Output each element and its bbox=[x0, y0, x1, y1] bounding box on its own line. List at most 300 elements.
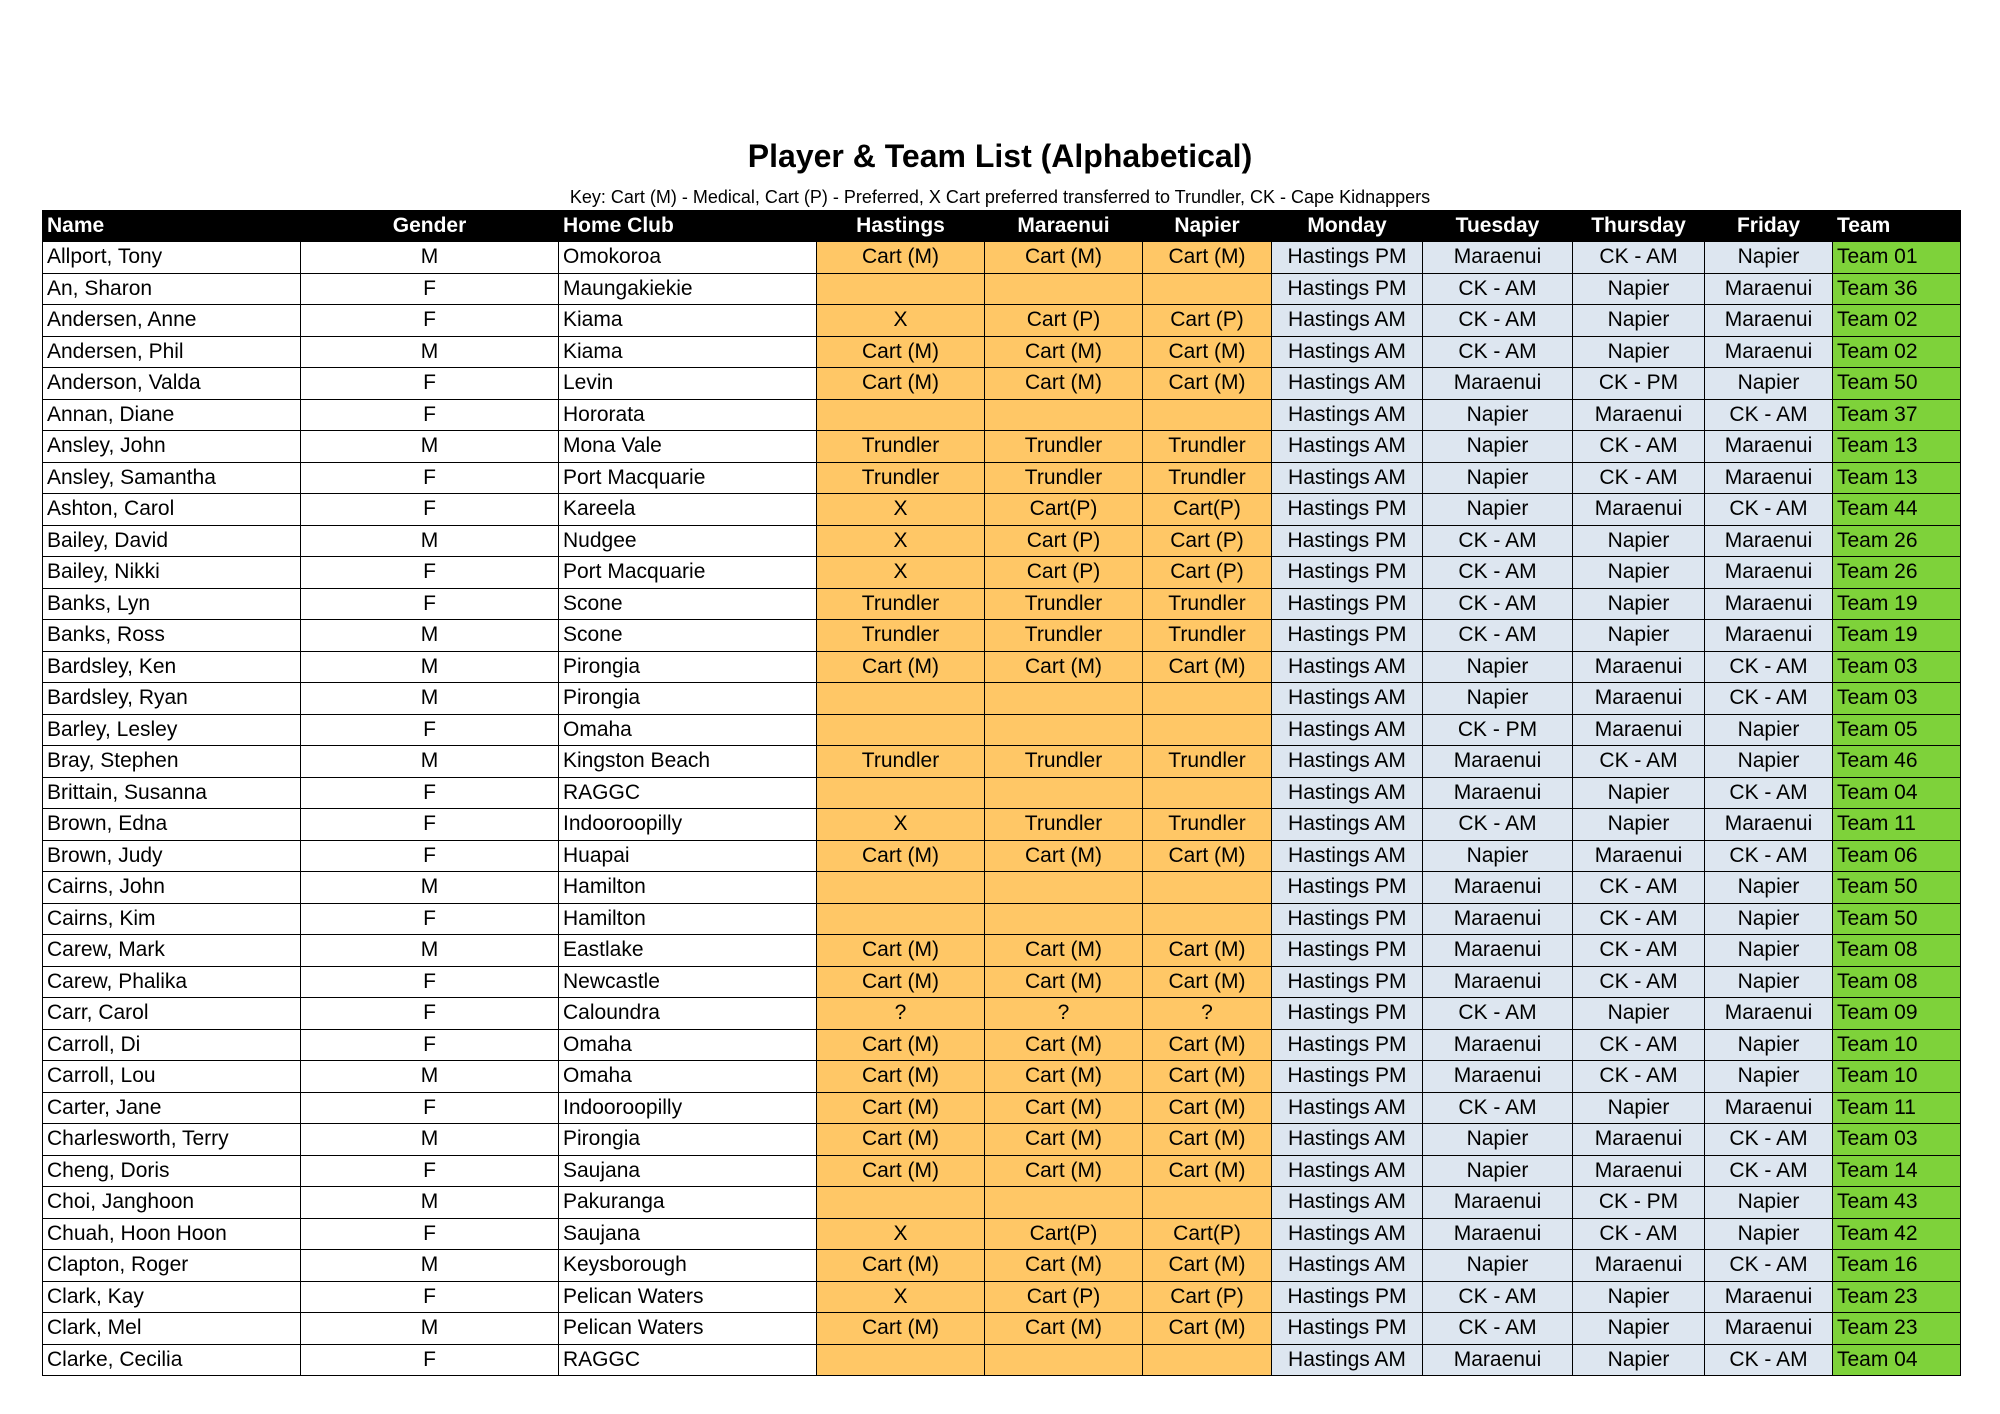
cell-monday: Hastings PM bbox=[1272, 998, 1423, 1030]
cell-monday: Hastings PM bbox=[1272, 872, 1423, 904]
cell-tuesday: Maraenui bbox=[1423, 746, 1573, 778]
cell-friday: CK - AM bbox=[1705, 1344, 1833, 1376]
table-row bbox=[43, 840, 1961, 872]
cell-name: An, Sharon bbox=[43, 273, 301, 305]
cell-home-club: Hororata bbox=[559, 399, 817, 431]
cell-friday: Napier bbox=[1705, 242, 1833, 274]
cell-monday: Hastings AM bbox=[1272, 368, 1423, 400]
cell-friday: Napier bbox=[1705, 368, 1833, 400]
cell-maraenui bbox=[985, 1344, 1143, 1376]
cell-napier bbox=[1143, 683, 1272, 715]
cell-team: Team 50 bbox=[1833, 903, 1961, 935]
cell-napier: Cart (M) bbox=[1143, 651, 1272, 683]
table-row bbox=[43, 494, 1961, 526]
cell-thursday: Maraenui bbox=[1573, 714, 1705, 746]
cell-thursday: Napier bbox=[1573, 588, 1705, 620]
cell-home-club: RAGGC bbox=[559, 777, 817, 809]
cell-maraenui: Cart (M) bbox=[985, 1155, 1143, 1187]
cell-gender: M bbox=[301, 872, 559, 904]
cell-friday: Napier bbox=[1705, 1029, 1833, 1061]
cell-tuesday: CK - AM bbox=[1423, 620, 1573, 652]
cell-home-club: Keysborough bbox=[559, 1250, 817, 1282]
cell-hastings bbox=[817, 777, 985, 809]
cell-home-club: Pirongia bbox=[559, 683, 817, 715]
cell-name: Charlesworth, Terry bbox=[43, 1124, 301, 1156]
column-header-maraenui: Maraenui bbox=[985, 210, 1143, 242]
column-header-team: Team bbox=[1833, 210, 1961, 242]
cell-thursday: Maraenui bbox=[1573, 651, 1705, 683]
table-row bbox=[43, 966, 1961, 998]
cell-name: Cheng, Doris bbox=[43, 1155, 301, 1187]
table-row bbox=[43, 620, 1961, 652]
player-team-table bbox=[42, 210, 1961, 1376]
cell-thursday: Napier bbox=[1573, 777, 1705, 809]
cell-thursday: CK - AM bbox=[1573, 746, 1705, 778]
table-row bbox=[43, 809, 1961, 841]
cell-maraenui: Cart (M) bbox=[985, 1250, 1143, 1282]
table-row bbox=[43, 998, 1961, 1030]
cell-monday: Hastings AM bbox=[1272, 1124, 1423, 1156]
cell-name: Banks, Lyn bbox=[43, 588, 301, 620]
cell-maraenui: Cart (M) bbox=[985, 840, 1143, 872]
cell-tuesday: Maraenui bbox=[1423, 777, 1573, 809]
cell-friday: Maraenui bbox=[1705, 525, 1833, 557]
cell-team: Team 11 bbox=[1833, 809, 1961, 841]
cell-napier: Cart (M) bbox=[1143, 1029, 1272, 1061]
table-row bbox=[43, 683, 1961, 715]
cell-name: Carr, Carol bbox=[43, 998, 301, 1030]
cell-name: Brown, Edna bbox=[43, 809, 301, 841]
cell-monday: Hastings AM bbox=[1272, 840, 1423, 872]
cell-monday: Hastings AM bbox=[1272, 683, 1423, 715]
cell-hastings bbox=[817, 1187, 985, 1219]
cell-thursday: Maraenui bbox=[1573, 1124, 1705, 1156]
cell-home-club: Port Macquarie bbox=[559, 462, 817, 494]
cell-home-club: Pakuranga bbox=[559, 1187, 817, 1219]
cell-hastings bbox=[817, 714, 985, 746]
cell-name: Carroll, Di bbox=[43, 1029, 301, 1061]
cell-team: Team 43 bbox=[1833, 1187, 1961, 1219]
cell-team: Team 46 bbox=[1833, 746, 1961, 778]
cell-thursday: Maraenui bbox=[1573, 683, 1705, 715]
table-row bbox=[43, 1313, 1961, 1345]
cell-maraenui: Cart (M) bbox=[985, 1313, 1143, 1345]
cell-napier: Cart (M) bbox=[1143, 1124, 1272, 1156]
table-row bbox=[43, 462, 1961, 494]
cell-name: Carew, Mark bbox=[43, 935, 301, 967]
cell-maraenui: Cart (P) bbox=[985, 557, 1143, 589]
column-header-gender: Gender bbox=[301, 210, 559, 242]
table-row bbox=[43, 305, 1961, 337]
cell-thursday: CK - AM bbox=[1573, 935, 1705, 967]
cell-gender: F bbox=[301, 966, 559, 998]
cell-home-club: Pelican Waters bbox=[559, 1313, 817, 1345]
cell-napier bbox=[1143, 714, 1272, 746]
cell-friday: CK - AM bbox=[1705, 840, 1833, 872]
cell-home-club: Kareela bbox=[559, 494, 817, 526]
cell-name: Brittain, Susanna bbox=[43, 777, 301, 809]
cell-tuesday: Napier bbox=[1423, 431, 1573, 463]
cell-hastings: X bbox=[817, 494, 985, 526]
cell-monday: Hastings AM bbox=[1272, 399, 1423, 431]
table-row bbox=[43, 935, 1961, 967]
cell-team: Team 04 bbox=[1833, 777, 1961, 809]
cell-home-club: Hamilton bbox=[559, 903, 817, 935]
table-row bbox=[43, 872, 1961, 904]
table-row bbox=[43, 1061, 1961, 1093]
cell-hastings: Cart (M) bbox=[817, 1250, 985, 1282]
table-header-row bbox=[43, 210, 1961, 242]
cell-napier: Cart (M) bbox=[1143, 935, 1272, 967]
cell-name: Anderson, Valda bbox=[43, 368, 301, 400]
cell-monday: Hastings PM bbox=[1272, 935, 1423, 967]
cell-home-club: Pelican Waters bbox=[559, 1281, 817, 1313]
cell-monday: Hastings PM bbox=[1272, 494, 1423, 526]
table-row bbox=[43, 1281, 1961, 1313]
cell-tuesday: Napier bbox=[1423, 1250, 1573, 1282]
cell-hastings: Cart (M) bbox=[817, 1155, 985, 1187]
cell-friday: Maraenui bbox=[1705, 336, 1833, 368]
cell-maraenui bbox=[985, 903, 1143, 935]
cell-tuesday: Maraenui bbox=[1423, 368, 1573, 400]
cell-napier: Cart (M) bbox=[1143, 1061, 1272, 1093]
cell-hastings: X bbox=[817, 525, 985, 557]
cell-home-club: Eastlake bbox=[559, 935, 817, 967]
cell-name: Bardsley, Ryan bbox=[43, 683, 301, 715]
cell-thursday: CK - AM bbox=[1573, 966, 1705, 998]
cell-tuesday: Maraenui bbox=[1423, 935, 1573, 967]
cell-gender: F bbox=[301, 1092, 559, 1124]
cell-napier bbox=[1143, 399, 1272, 431]
cell-home-club: Omaha bbox=[559, 1061, 817, 1093]
cell-thursday: CK - AM bbox=[1573, 903, 1705, 935]
cell-napier: Cart (P) bbox=[1143, 1281, 1272, 1313]
cell-napier bbox=[1143, 273, 1272, 305]
cell-friday: CK - AM bbox=[1705, 1250, 1833, 1282]
cell-monday: Hastings AM bbox=[1272, 714, 1423, 746]
cell-team: Team 01 bbox=[1833, 242, 1961, 274]
cell-thursday: Napier bbox=[1573, 1344, 1705, 1376]
cell-tuesday: CK - AM bbox=[1423, 998, 1573, 1030]
cell-maraenui: Cart (M) bbox=[985, 1061, 1143, 1093]
cell-maraenui: Cart(P) bbox=[985, 494, 1143, 526]
page-title: Player & Team List (Alphabetical) bbox=[747, 138, 1253, 174]
cell-maraenui bbox=[985, 273, 1143, 305]
cell-maraenui: Cart (M) bbox=[985, 1124, 1143, 1156]
cell-thursday: CK - AM bbox=[1573, 242, 1705, 274]
cell-home-club: Kiama bbox=[559, 336, 817, 368]
cell-team: Team 50 bbox=[1833, 872, 1961, 904]
cell-napier: Cart (M) bbox=[1143, 1092, 1272, 1124]
cell-thursday: Napier bbox=[1573, 620, 1705, 652]
cell-monday: Hastings AM bbox=[1272, 1344, 1423, 1376]
cell-team: Team 19 bbox=[1833, 588, 1961, 620]
cell-friday: Napier bbox=[1705, 1218, 1833, 1250]
cell-home-club: Levin bbox=[559, 368, 817, 400]
cell-monday: Hastings PM bbox=[1272, 1029, 1423, 1061]
cell-home-club: Newcastle bbox=[559, 966, 817, 998]
cell-maraenui: Cart (P) bbox=[985, 525, 1143, 557]
cell-friday: CK - AM bbox=[1705, 1124, 1833, 1156]
table-row bbox=[43, 1124, 1961, 1156]
cell-hastings bbox=[817, 1344, 985, 1376]
column-header-thursday: Thursday bbox=[1573, 210, 1705, 242]
cell-hastings: Cart (M) bbox=[817, 1061, 985, 1093]
cell-friday: CK - AM bbox=[1705, 494, 1833, 526]
cell-napier: Trundler bbox=[1143, 809, 1272, 841]
cell-name: Allport, Tony bbox=[43, 242, 301, 274]
cell-gender: F bbox=[301, 1218, 559, 1250]
table-row bbox=[43, 1218, 1961, 1250]
cell-gender: M bbox=[301, 1250, 559, 1282]
cell-maraenui: Cart (M) bbox=[985, 1092, 1143, 1124]
cell-maraenui: Cart(P) bbox=[985, 1218, 1143, 1250]
cell-team: Team 11 bbox=[1833, 1092, 1961, 1124]
cell-thursday: CK - AM bbox=[1573, 1029, 1705, 1061]
cell-team: Team 03 bbox=[1833, 1124, 1961, 1156]
cell-napier: Trundler bbox=[1143, 431, 1272, 463]
cell-gender: M bbox=[301, 1124, 559, 1156]
cell-gender: M bbox=[301, 431, 559, 463]
cell-friday: CK - AM bbox=[1705, 683, 1833, 715]
cell-monday: Hastings PM bbox=[1272, 966, 1423, 998]
cell-hastings: X bbox=[817, 1281, 985, 1313]
cell-monday: Hastings AM bbox=[1272, 809, 1423, 841]
cell-maraenui: Cart (M) bbox=[985, 935, 1143, 967]
table-row bbox=[43, 714, 1961, 746]
cell-name: Clark, Kay bbox=[43, 1281, 301, 1313]
cell-thursday: Maraenui bbox=[1573, 1155, 1705, 1187]
cell-maraenui: Trundler bbox=[985, 588, 1143, 620]
cell-thursday: CK - AM bbox=[1573, 431, 1705, 463]
cell-team: Team 05 bbox=[1833, 714, 1961, 746]
cell-name: Clapton, Roger bbox=[43, 1250, 301, 1282]
cell-home-club: Pirongia bbox=[559, 651, 817, 683]
cell-friday: Napier bbox=[1705, 746, 1833, 778]
cell-team: Team 37 bbox=[1833, 399, 1961, 431]
cell-hastings: Cart (M) bbox=[817, 242, 985, 274]
cell-monday: Hastings AM bbox=[1272, 651, 1423, 683]
cell-team: Team 03 bbox=[1833, 683, 1961, 715]
cell-maraenui: Cart (M) bbox=[985, 242, 1143, 274]
cell-tuesday: CK - AM bbox=[1423, 525, 1573, 557]
cell-friday: Maraenui bbox=[1705, 431, 1833, 463]
cell-maraenui bbox=[985, 714, 1143, 746]
table-row bbox=[43, 1092, 1961, 1124]
cell-hastings: Cart (M) bbox=[817, 840, 985, 872]
cell-gender: M bbox=[301, 651, 559, 683]
cell-tuesday: Napier bbox=[1423, 494, 1573, 526]
cell-team: Team 23 bbox=[1833, 1313, 1961, 1345]
table-row bbox=[43, 903, 1961, 935]
cell-name: Clarke, Cecilia bbox=[43, 1344, 301, 1376]
cell-friday: CK - AM bbox=[1705, 651, 1833, 683]
table-row bbox=[43, 1155, 1961, 1187]
cell-maraenui: ? bbox=[985, 998, 1143, 1030]
cell-friday: Maraenui bbox=[1705, 1281, 1833, 1313]
cell-name: Barley, Lesley bbox=[43, 714, 301, 746]
cell-monday: Hastings PM bbox=[1272, 1281, 1423, 1313]
cell-gender: M bbox=[301, 683, 559, 715]
cell-gender: F bbox=[301, 588, 559, 620]
table-row bbox=[43, 336, 1961, 368]
cell-friday: Maraenui bbox=[1705, 305, 1833, 337]
cell-tuesday: Maraenui bbox=[1423, 1187, 1573, 1219]
cell-thursday: Napier bbox=[1573, 809, 1705, 841]
cell-hastings: Trundler bbox=[817, 620, 985, 652]
cell-team: Team 26 bbox=[1833, 525, 1961, 557]
cell-maraenui: Cart (M) bbox=[985, 651, 1143, 683]
cell-tuesday: Napier bbox=[1423, 399, 1573, 431]
cell-team: Team 14 bbox=[1833, 1155, 1961, 1187]
cell-thursday: CK - AM bbox=[1573, 872, 1705, 904]
cell-home-club: Omaha bbox=[559, 714, 817, 746]
cell-monday: Hastings PM bbox=[1272, 588, 1423, 620]
cell-team: Team 19 bbox=[1833, 620, 1961, 652]
cell-home-club: Omokoroa bbox=[559, 242, 817, 274]
cell-gender: F bbox=[301, 840, 559, 872]
cell-gender: M bbox=[301, 525, 559, 557]
cell-friday: CK - AM bbox=[1705, 399, 1833, 431]
table-row bbox=[43, 1344, 1961, 1376]
cell-team: Team 50 bbox=[1833, 368, 1961, 400]
cell-gender: F bbox=[301, 557, 559, 589]
cell-monday: Hastings AM bbox=[1272, 1218, 1423, 1250]
cell-gender: M bbox=[301, 746, 559, 778]
cell-napier: Trundler bbox=[1143, 462, 1272, 494]
cell-thursday: Maraenui bbox=[1573, 840, 1705, 872]
cell-maraenui: Trundler bbox=[985, 620, 1143, 652]
cell-thursday: CK - PM bbox=[1573, 1187, 1705, 1219]
cell-hastings: X bbox=[817, 1218, 985, 1250]
cell-friday: CK - AM bbox=[1705, 777, 1833, 809]
cell-gender: F bbox=[301, 1281, 559, 1313]
cell-hastings: Trundler bbox=[817, 431, 985, 463]
cell-thursday: CK - AM bbox=[1573, 462, 1705, 494]
cell-team: Team 42 bbox=[1833, 1218, 1961, 1250]
cell-gender: F bbox=[301, 998, 559, 1030]
cell-monday: Hastings AM bbox=[1272, 1155, 1423, 1187]
cell-gender: F bbox=[301, 1029, 559, 1061]
cell-home-club: Scone bbox=[559, 588, 817, 620]
column-header-monday: Monday bbox=[1272, 210, 1423, 242]
cell-napier: ? bbox=[1143, 998, 1272, 1030]
table-row bbox=[43, 1250, 1961, 1282]
cell-napier: Cart (M) bbox=[1143, 1250, 1272, 1282]
legend-key: Key: Cart (M) - Medical, Cart (P) - Preferred, X Cart preferred transferred to Trundler, CK - Cape Kidnappers bbox=[569, 187, 1431, 207]
cell-name: Banks, Ross bbox=[43, 620, 301, 652]
cell-friday: Maraenui bbox=[1705, 1092, 1833, 1124]
cell-tuesday: Maraenui bbox=[1423, 1218, 1573, 1250]
cell-maraenui bbox=[985, 872, 1143, 904]
cell-friday: Maraenui bbox=[1705, 462, 1833, 494]
cell-tuesday: Maraenui bbox=[1423, 1029, 1573, 1061]
column-header-friday: Friday bbox=[1705, 210, 1833, 242]
cell-gender: F bbox=[301, 399, 559, 431]
cell-hastings: Trundler bbox=[817, 588, 985, 620]
cell-team: Team 26 bbox=[1833, 557, 1961, 589]
cell-home-club: Scone bbox=[559, 620, 817, 652]
cell-gender: M bbox=[301, 242, 559, 274]
cell-monday: Hastings PM bbox=[1272, 525, 1423, 557]
cell-napier bbox=[1143, 1187, 1272, 1219]
cell-friday: Maraenui bbox=[1705, 809, 1833, 841]
cell-maraenui: Cart (M) bbox=[985, 1029, 1143, 1061]
cell-tuesday: Napier bbox=[1423, 462, 1573, 494]
cell-name: Ansley, John bbox=[43, 431, 301, 463]
cell-hastings bbox=[817, 872, 985, 904]
cell-name: Ashton, Carol bbox=[43, 494, 301, 526]
cell-name: Andersen, Phil bbox=[43, 336, 301, 368]
cell-home-club: Pirongia bbox=[559, 1124, 817, 1156]
cell-hastings: Cart (M) bbox=[817, 368, 985, 400]
cell-friday: Napier bbox=[1705, 903, 1833, 935]
cell-tuesday: CK - AM bbox=[1423, 1313, 1573, 1345]
cell-hastings: X bbox=[817, 305, 985, 337]
cell-tuesday: CK - AM bbox=[1423, 588, 1573, 620]
cell-team: Team 02 bbox=[1833, 305, 1961, 337]
cell-team: Team 09 bbox=[1833, 998, 1961, 1030]
cell-friday: CK - AM bbox=[1705, 1155, 1833, 1187]
cell-thursday: CK - AM bbox=[1573, 1061, 1705, 1093]
cell-maraenui bbox=[985, 777, 1143, 809]
cell-name: Bailey, David bbox=[43, 525, 301, 557]
cell-napier bbox=[1143, 1344, 1272, 1376]
cell-napier: Trundler bbox=[1143, 620, 1272, 652]
cell-monday: Hastings AM bbox=[1272, 777, 1423, 809]
cell-hastings: Cart (M) bbox=[817, 966, 985, 998]
cell-home-club: Hamilton bbox=[559, 872, 817, 904]
cell-napier: Cart (M) bbox=[1143, 336, 1272, 368]
cell-thursday: Napier bbox=[1573, 1281, 1705, 1313]
cell-hastings: Trundler bbox=[817, 462, 985, 494]
cell-hastings: Cart (M) bbox=[817, 935, 985, 967]
cell-monday: Hastings AM bbox=[1272, 1092, 1423, 1124]
cell-hastings bbox=[817, 683, 985, 715]
cell-gender: F bbox=[301, 1155, 559, 1187]
cell-home-club: Nudgee bbox=[559, 525, 817, 557]
cell-tuesday: Maraenui bbox=[1423, 872, 1573, 904]
cell-napier: Cart (P) bbox=[1143, 557, 1272, 589]
table-row bbox=[43, 368, 1961, 400]
cell-gender: F bbox=[301, 368, 559, 400]
column-header-name: Name bbox=[43, 210, 301, 242]
cell-napier: Cart (M) bbox=[1143, 368, 1272, 400]
cell-napier bbox=[1143, 872, 1272, 904]
cell-napier: Trundler bbox=[1143, 588, 1272, 620]
cell-maraenui: Cart (M) bbox=[985, 336, 1143, 368]
cell-team: Team 23 bbox=[1833, 1281, 1961, 1313]
cell-friday: Napier bbox=[1705, 1061, 1833, 1093]
cell-home-club: Omaha bbox=[559, 1029, 817, 1061]
cell-tuesday: Maraenui bbox=[1423, 242, 1573, 274]
cell-napier bbox=[1143, 777, 1272, 809]
cell-napier: Trundler bbox=[1143, 746, 1272, 778]
cell-monday: Hastings PM bbox=[1272, 903, 1423, 935]
cell-napier: Cart (M) bbox=[1143, 1313, 1272, 1345]
cell-hastings: Cart (M) bbox=[817, 1092, 985, 1124]
table-row bbox=[43, 746, 1961, 778]
cell-monday: Hastings PM bbox=[1272, 1061, 1423, 1093]
cell-thursday: Napier bbox=[1573, 998, 1705, 1030]
cell-home-club: Kingston Beach bbox=[559, 746, 817, 778]
table-row bbox=[43, 399, 1961, 431]
cell-team: Team 44 bbox=[1833, 494, 1961, 526]
cell-home-club: Saujana bbox=[559, 1218, 817, 1250]
column-header-tuesday: Tuesday bbox=[1423, 210, 1573, 242]
cell-monday: Hastings PM bbox=[1272, 557, 1423, 589]
cell-hastings: X bbox=[817, 809, 985, 841]
